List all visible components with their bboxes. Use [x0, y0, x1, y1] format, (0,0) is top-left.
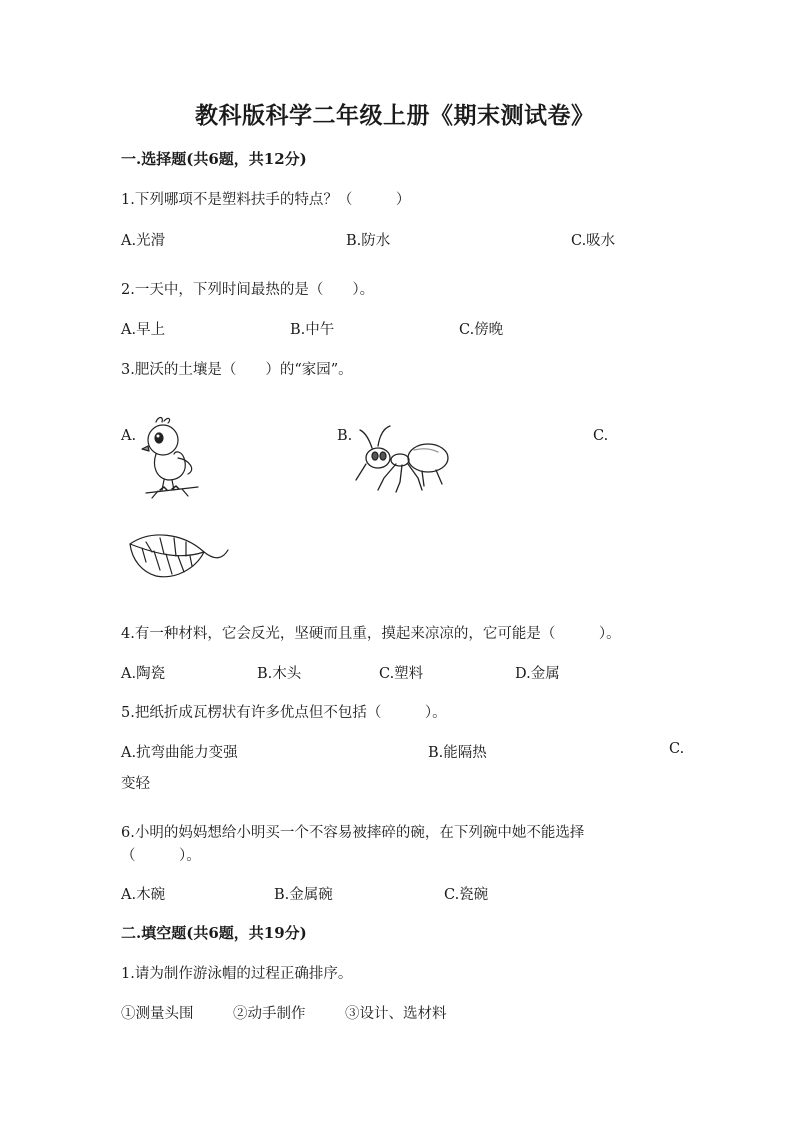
- fill-1-step-1: ①测量头围: [121, 1006, 194, 1022]
- question-2: 2.一天中，下列时间最热的是（ ）。: [121, 282, 375, 298]
- fill-1-step-3: ③设计、选材料: [345, 1006, 447, 1022]
- q2-option-a: A.早上: [121, 322, 166, 338]
- q5-option-c: C.: [669, 741, 685, 757]
- q4-option-d: D.金属: [515, 666, 560, 682]
- q3-option-b: B.: [337, 428, 353, 444]
- section-heading-choice: 一.选择题(共6题，共12分): [121, 150, 307, 168]
- fill-question-1: 1.请为制作游泳帽的过程正确排序。: [121, 966, 353, 982]
- page-title: 教科版科学二年级上册《期末测试卷》: [195, 102, 595, 129]
- q3-option-a: A.: [121, 428, 137, 444]
- question-4: 4.有一种材料，它会反光，坚硬而且重，摸起来凉凉的，它可能是（ ）。: [121, 626, 621, 642]
- q4-option-a: A.陶瓷: [121, 666, 166, 682]
- question-3: 3.肥沃的土壤是（ ）的“家园”。: [121, 362, 353, 378]
- question-1: 1.下列哪项不是塑料扶手的特点？（ ）: [121, 192, 411, 208]
- q6-option-b: B.金属碗: [274, 887, 333, 903]
- fill-1-step-2: ②动手制作: [233, 1006, 306, 1022]
- q3-option-c: C.: [593, 428, 609, 444]
- q1-option-b: B.防水: [346, 233, 391, 249]
- leaf-icon: [126, 530, 232, 586]
- q5-option-c-continued: 变轻: [121, 776, 150, 792]
- section-heading-fill: 二.填空题(共6题，共19分): [121, 924, 307, 942]
- q1-option-c: C.吸水: [571, 233, 616, 249]
- q5-option-a: A.抗弯曲能力变强: [121, 745, 238, 761]
- ant-icon: [352, 424, 456, 494]
- q4-option-c: C.塑料: [379, 666, 424, 682]
- q4-option-b: B.木头: [257, 666, 302, 682]
- q5-option-b: B.能隔热: [428, 745, 487, 761]
- question-6-blank: （ ）。: [121, 848, 201, 864]
- question-6: 6.小明的妈妈想给小明买一个不容易被摔碎的碗，在下列碗中她不能选择: [121, 825, 585, 841]
- q2-option-c: C.傍晚: [459, 322, 504, 338]
- question-5: 5.把纸折成瓦楞状有许多优点但不包括（ ）。: [121, 705, 447, 721]
- q6-option-c: C.瓷碗: [444, 887, 489, 903]
- q6-option-a: A.木碗: [121, 887, 166, 903]
- q2-option-b: B.中午: [290, 322, 335, 338]
- bird-on-branch-icon: [138, 414, 208, 506]
- q1-option-a: A.光滑: [121, 233, 166, 249]
